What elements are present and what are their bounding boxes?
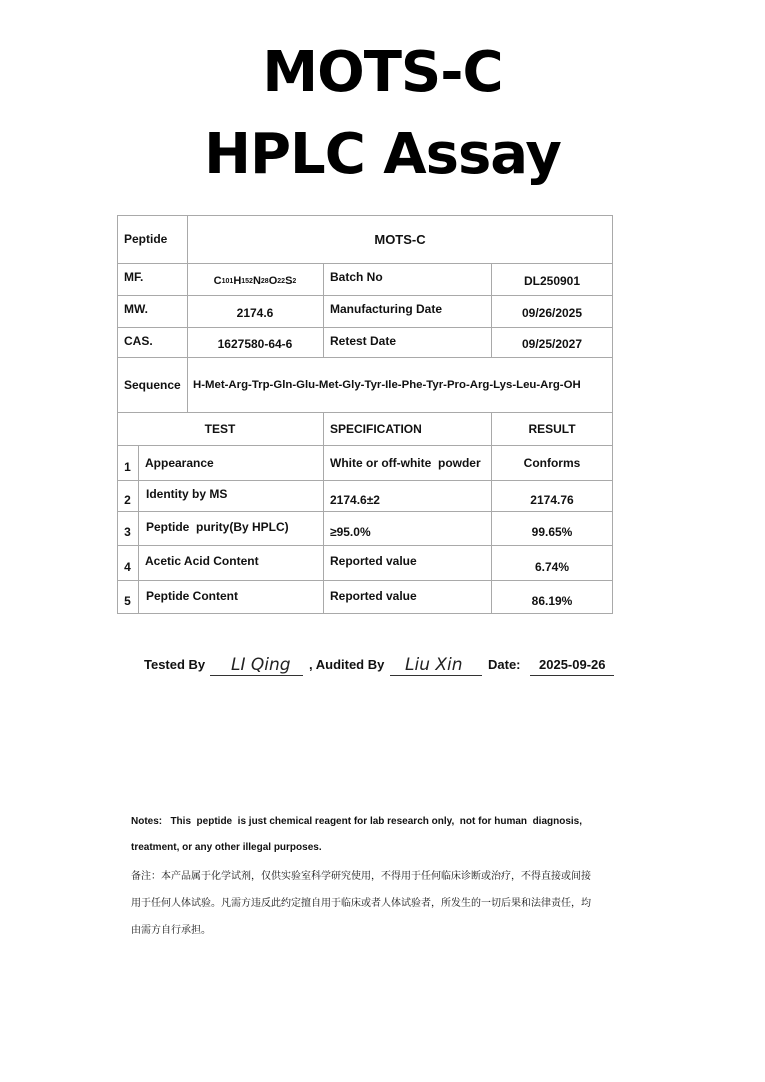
cas-value: 1627580-64-6 [217, 336, 293, 351]
test-name: Identity by MS [146, 487, 228, 501]
peptide-value: MOTS-C [374, 231, 426, 247]
test-column-header: TEST [204, 421, 236, 436]
specification-table [117, 215, 613, 613]
manufacturing-date-value: 09/26/2025 [521, 306, 583, 320]
test-specification: Reported value [330, 554, 417, 568]
test-result: 6.74% [534, 559, 570, 574]
test-name: Acetic Acid Content [145, 554, 259, 568]
audited-by-label: , Audited By [309, 657, 385, 672]
notes-english-line2: treatment, or any other illegal purposes. [131, 842, 322, 853]
mw-value: 2174.6 [236, 306, 274, 320]
tested-by-label: Tested By [144, 657, 206, 672]
retest-date-value: 09/25/2027 [521, 336, 583, 351]
test-specification: Reported value [330, 589, 417, 603]
date-label: Date: [488, 657, 521, 672]
test-specification: 2174.6±2 [330, 492, 380, 507]
tested-by-signature: LI Qing [231, 655, 291, 675]
mf-element: H [233, 275, 242, 287]
mw-label: MW. [124, 302, 148, 316]
audited-by-underline [390, 675, 482, 676]
notes-english-line1: Notes: This peptide is just chemical reagent for lab research only, not for human diagnosis, [131, 816, 583, 827]
peptide-label: Peptide [124, 232, 168, 246]
notes-chinese-line1: 备注：本产品属于化学试剂，仅供实验室科学研究使用，不得用于任何临床诊断或治疗，不得直接或间接 [131, 871, 591, 882]
test-name: Peptide purity(By HPLC) [146, 520, 289, 534]
test-number: 2 [124, 492, 131, 507]
notes-chinese-line3: 由需方自行承担。 [131, 925, 211, 936]
test-number: 5 [124, 593, 131, 608]
mf-element: O [268, 275, 278, 287]
mf-subscript: 152 [241, 277, 253, 285]
sequence-value: H-Met-Arg-Trp-Gln-Glu-Met-Gly-Tyr-Ile-Phe-Tyr-Pro-Arg-Lys-Leu-Arg-OH [193, 378, 581, 391]
test-name: Peptide Content [146, 589, 238, 603]
document-title-line2: HPLC Assay [204, 122, 561, 187]
date-underline [530, 675, 614, 676]
mf-element: N [252, 275, 261, 287]
test-number: 4 [124, 559, 131, 574]
cas-label: CAS. [124, 333, 153, 348]
manufacturing-date-label: Manufacturing Date [330, 302, 443, 316]
mf-element: C [213, 275, 222, 287]
mf-label: MF. [124, 270, 144, 284]
retest-date-label: Retest Date [330, 333, 397, 348]
mf-element: S [285, 275, 293, 287]
notes-chinese-line2: 用于任何人体试验。凡需方违反此约定擅自用于临床或者人体试验者，所发生的一切后果和法律责任，均 [131, 898, 591, 909]
audited-by-signature: Liu Xin [405, 655, 463, 675]
mf-subscript: 28 [260, 277, 269, 285]
sequence-label: Sequence [124, 377, 181, 392]
mf-subscript: 101 [221, 277, 234, 285]
document-title-line1: MOTS-C [262, 40, 503, 105]
test-result: 86.19% [531, 593, 573, 608]
test-specification: ≥95.0% [330, 525, 371, 539]
test-result: 99.65% [531, 525, 573, 539]
mf-subscript: 2 [292, 277, 297, 285]
test-result: Conforms [523, 455, 581, 470]
result-column-header: RESULT [528, 421, 576, 436]
test-specification: White or off-white powder [330, 455, 481, 470]
batch-value: DL250901 [523, 274, 581, 288]
test-name: Appearance [145, 455, 214, 470]
tested-by-underline [210, 675, 303, 676]
specification-column-header: SPECIFICATION [330, 421, 422, 436]
test-number: 1 [124, 459, 131, 474]
test-number: 3 [124, 525, 131, 539]
mf-value [187, 267, 323, 295]
mf-subscript: 22 [277, 277, 286, 285]
batch-label: Batch No [330, 270, 383, 284]
test-result: 2174.76 [530, 492, 574, 507]
date-value: 2025-09-26 [539, 657, 606, 672]
